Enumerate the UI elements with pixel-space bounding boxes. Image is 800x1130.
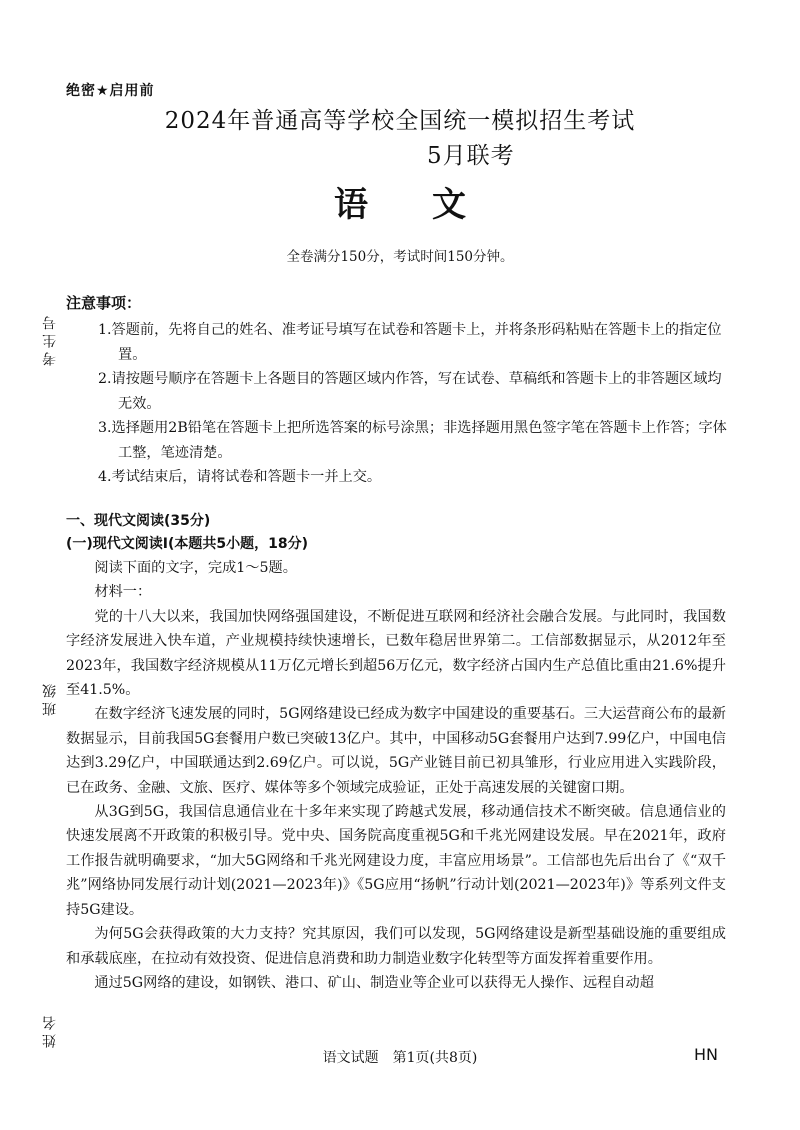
section-subheading: (一)现代文阅读Ⅰ(本题共5小题，18分) <box>66 536 309 552</box>
notice-list <box>98 318 728 490</box>
reading-instruction: 阅读下面的文字，完成1～5题。 <box>94 560 297 576</box>
notice-item: 2.请按题号顺序在答题卡上各题目的答题区域内作答，写在试卷、草稿纸和答题卡上的非答题区域均无效。 <box>98 371 722 412</box>
reading-passage <box>66 556 726 995</box>
notice-item: 4.考试结束后，请将试卷和答题卡一并上交。 <box>98 469 382 485</box>
passage-paragraph: 为何5G会获得政策的大力支持？究其原因，我们可以发现，5G网络建设是新型基础设施的重要组成和承载底座，在拉动有效投资、促进信息消费和助力制造业数字化转型等方面发挥着重要作用。 <box>66 926 726 967</box>
passage-paragraph: 在数字经济飞速发展的同时，5G网络建设已经成为数字中国建设的重要基石。三大运营商公布的最新数据显示，目前我国5G套餐用户数已突破13亿户。其中，中国移动5G套餐用户达到7.99亿户，中国电信达到3.29亿户，中国联通达到2.69亿户。可以说，5G产业链目前已初具雏形，行业应用进入实践阶段，已在政务、金融、文旅、医疗、媒体等多个领域完成验证，正处于高速发展的关键窗口期。 <box>66 706 726 796</box>
class-label: 班级 <box>42 680 58 716</box>
passage-paragraph: 通过5G网络的建设，如钢铁、港口、矿山、制造业等企业可以获得无人操作、远程自动超 <box>94 974 654 991</box>
exam-title: 2024年普通高等学校全国统一模拟招生考试 <box>164 108 636 134</box>
passage-paragraph: 从3G到5G，我国信息通信业在十多年来实现了跨越式发展，移动通信技术不断突破。信息通信业的快速发展离不开政策的积极引导。党中央、国务院高度重视5G和千兆光网建设发展。早在2021年，政府工作报告就明确要求，“加大5G网络和千兆光网建设力度，丰富应用场景”。工信部也先后出台了《“双千兆”网络协同发展行动计划(2021—2023年)》《5G应用“扬帆”行动计划(2021—2023年)》等系列文件支持5G建设。 <box>66 804 726 918</box>
exam-subtitle: 5月联考 <box>427 143 515 169</box>
passage-paragraph: 党的十八大以来，我国加快网络强国建设，不断促进互联网和经济社会融合发展。与此同时，我国数字经济发展进入快车道，产业规模持续快速增长，已数年稳居世界第二。工信部数据显示，从2012年至2023年，我国数字经济规模从11万亿元增长到超56万亿元，数字经济占国内生产总值比重由21.6%提升至41.5%。 <box>66 608 726 699</box>
section-heading: 一、现代文阅读(35分) <box>66 513 211 529</box>
material-label: 材料一： <box>94 584 152 601</box>
region-code: HN <box>694 1045 718 1064</box>
subject-char-2: 文 <box>432 185 466 225</box>
name-label: 姓名 <box>42 1012 58 1048</box>
confidential-label: 绝密★启用前 <box>66 83 155 99</box>
subject-char-1: 语 <box>334 185 368 225</box>
exam-number-label: 考生号 <box>42 312 58 366</box>
notice-item: 3.选择题用2B铅笔在答题卡上把所选答案的标号涂黑；非选择题用黑色签字笔在答题卡上作答；字体工整，笔迹清楚。 <box>98 420 727 461</box>
notice-item: 1.答题前，先将自己的姓名、准考证号填写在试卷和答题卡上，并将条形码粘贴在答题卡上的指定位置。 <box>98 322 722 363</box>
exam-total-info: 全卷满分150分，考试时间150分钟。 <box>286 249 514 265</box>
page-footer: 语文试题 第1页(共8页) <box>322 1050 478 1066</box>
notice-title: 注意事项： <box>66 294 142 312</box>
subject-title <box>0 177 800 226</box>
